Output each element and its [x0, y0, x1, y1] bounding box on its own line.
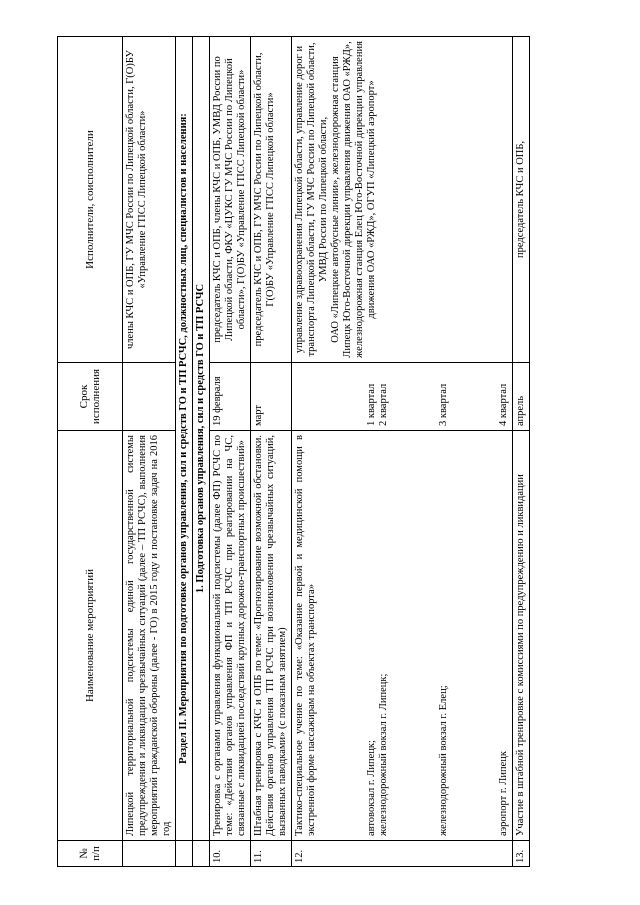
row-num: 11.	[251, 841, 292, 867]
row0-name: Липецкой территориальной подсистемы единой государственной системы предупреждения и ликвидации чрезвычайных ситуаций (далее – ТП РСЧС), выполнения мероприятий гражданской обороны (далее - ГО) в 2015 году и постановке задач на 2016 год	[123, 431, 176, 841]
row-exec: председатель КЧС и ОПБ,	[513, 37, 530, 363]
plan-table	[57, 36, 530, 867]
exec-line: управление здравоохранения Липецкой области, управление дорог и транспорта Липецкой области, ГУ МЧС России по Липецкой области, УМВД России по Липецкой области,	[294, 42, 329, 357]
table-row	[251, 37, 292, 867]
item-label: железнодорожный вокзал г. Елец;	[438, 685, 449, 836]
row-term	[292, 363, 513, 431]
item-term: 2 квартал	[378, 383, 389, 426]
item-term: 4 квартал	[498, 383, 509, 426]
row0-exec: члены КЧС и ОПБ, ГУ МЧС России по Липецкой области, Г(О)БУ «Управление ГПСС Липецкой области»	[123, 37, 176, 363]
header-num: № п/п	[58, 841, 123, 867]
table-row	[513, 37, 530, 867]
item-label: аэропорт г. Липецк	[498, 751, 509, 836]
table-row	[123, 37, 176, 867]
subsection-row	[193, 37, 210, 867]
row-term: март	[251, 363, 292, 431]
row-name: Штабная тренировка с КЧС и ОПБ по теме: «Прогнозирование возможной обстановки. Действия органов управления ТП РСЧС при возникновении чрезвычайных ситуаций, вызванных паводками» (с показным занятием)	[251, 431, 292, 841]
section-row	[176, 37, 193, 867]
row-num: 12.	[292, 841, 513, 867]
item-term: 3 квартал	[438, 383, 449, 426]
table-row	[210, 37, 251, 867]
row0-num	[123, 841, 176, 867]
item-label: железнодорожный вокзал г. Липецк;	[378, 673, 389, 836]
exec-line: железнодорожная станция Елец Юго-Восточной дирекции управления движения ОАО «РЖД», ОГУП «Липецкий аэропорт»	[354, 41, 377, 358]
row-exec: председатель КЧС и ОПБ, члены КЧС и ОПБ, УМВД России по Липецкой области, ФКУ «ЦУКС ГУ МЧС России по Липецкой области», Г(О)БУ «Управление ГПСС Липецкой области»	[210, 37, 251, 363]
row-term: апрель	[513, 363, 530, 431]
header-exec: Исполнители, соисполнители	[58, 37, 123, 363]
table-header-row	[58, 37, 123, 867]
row-term: 19 февраля	[210, 363, 251, 431]
row-name: Тренировка с органами управления функциональной подсистемы (далее ФП) РСЧС по теме: «Действия органов управления ФП и ТП РСЧС при реагировании на ЧС, связанные с ликвидацией последствий крупных дорожно-транспортных происшествий»	[210, 431, 251, 841]
subsection-title: 1. Подготовка органов управления, сил и средств ГО и ТП РСЧС	[193, 37, 210, 841]
row-name-text: Тактико-специальное учение по теме: «Оказание первой и медицинской помощи в экстренной форме пассажирам на объектах транспорта»	[294, 435, 317, 836]
table-row	[292, 37, 513, 867]
item-term: 1 квартал	[366, 383, 377, 426]
exec-line: ОАО «Липецкие автобусные линии», железнодорожная станция Липецк Юго-Восточной дирекции управления движения ОАО «РЖД»,	[330, 41, 353, 358]
row-exec: председатель КЧС и ОПБ, ГУ МЧС России по Липецкой области, Г(О)БУ «Управление ГПСС Липецкой области»	[251, 37, 292, 363]
row0-term	[123, 363, 176, 431]
row-name: Участие в штабной тренировке с комиссиями по предупреждению и ликвидации	[513, 431, 530, 841]
row-num: 10.	[210, 841, 251, 867]
row-exec	[292, 37, 513, 363]
section-title: Раздел II. Мероприятия по подготовке органов управления, сил и средств ГО и ТП РСЧС, должностных лиц, специалистов и населения:	[176, 37, 193, 841]
item-label: автовокзал г. Липецк;	[366, 740, 377, 836]
header-term: Срок исполнения	[58, 363, 123, 431]
header-name: Наименование мероприятий	[58, 431, 123, 841]
rotated-table-wrapper	[57, 37, 607, 867]
row-name	[292, 431, 513, 841]
row-num: 13.	[513, 841, 530, 867]
